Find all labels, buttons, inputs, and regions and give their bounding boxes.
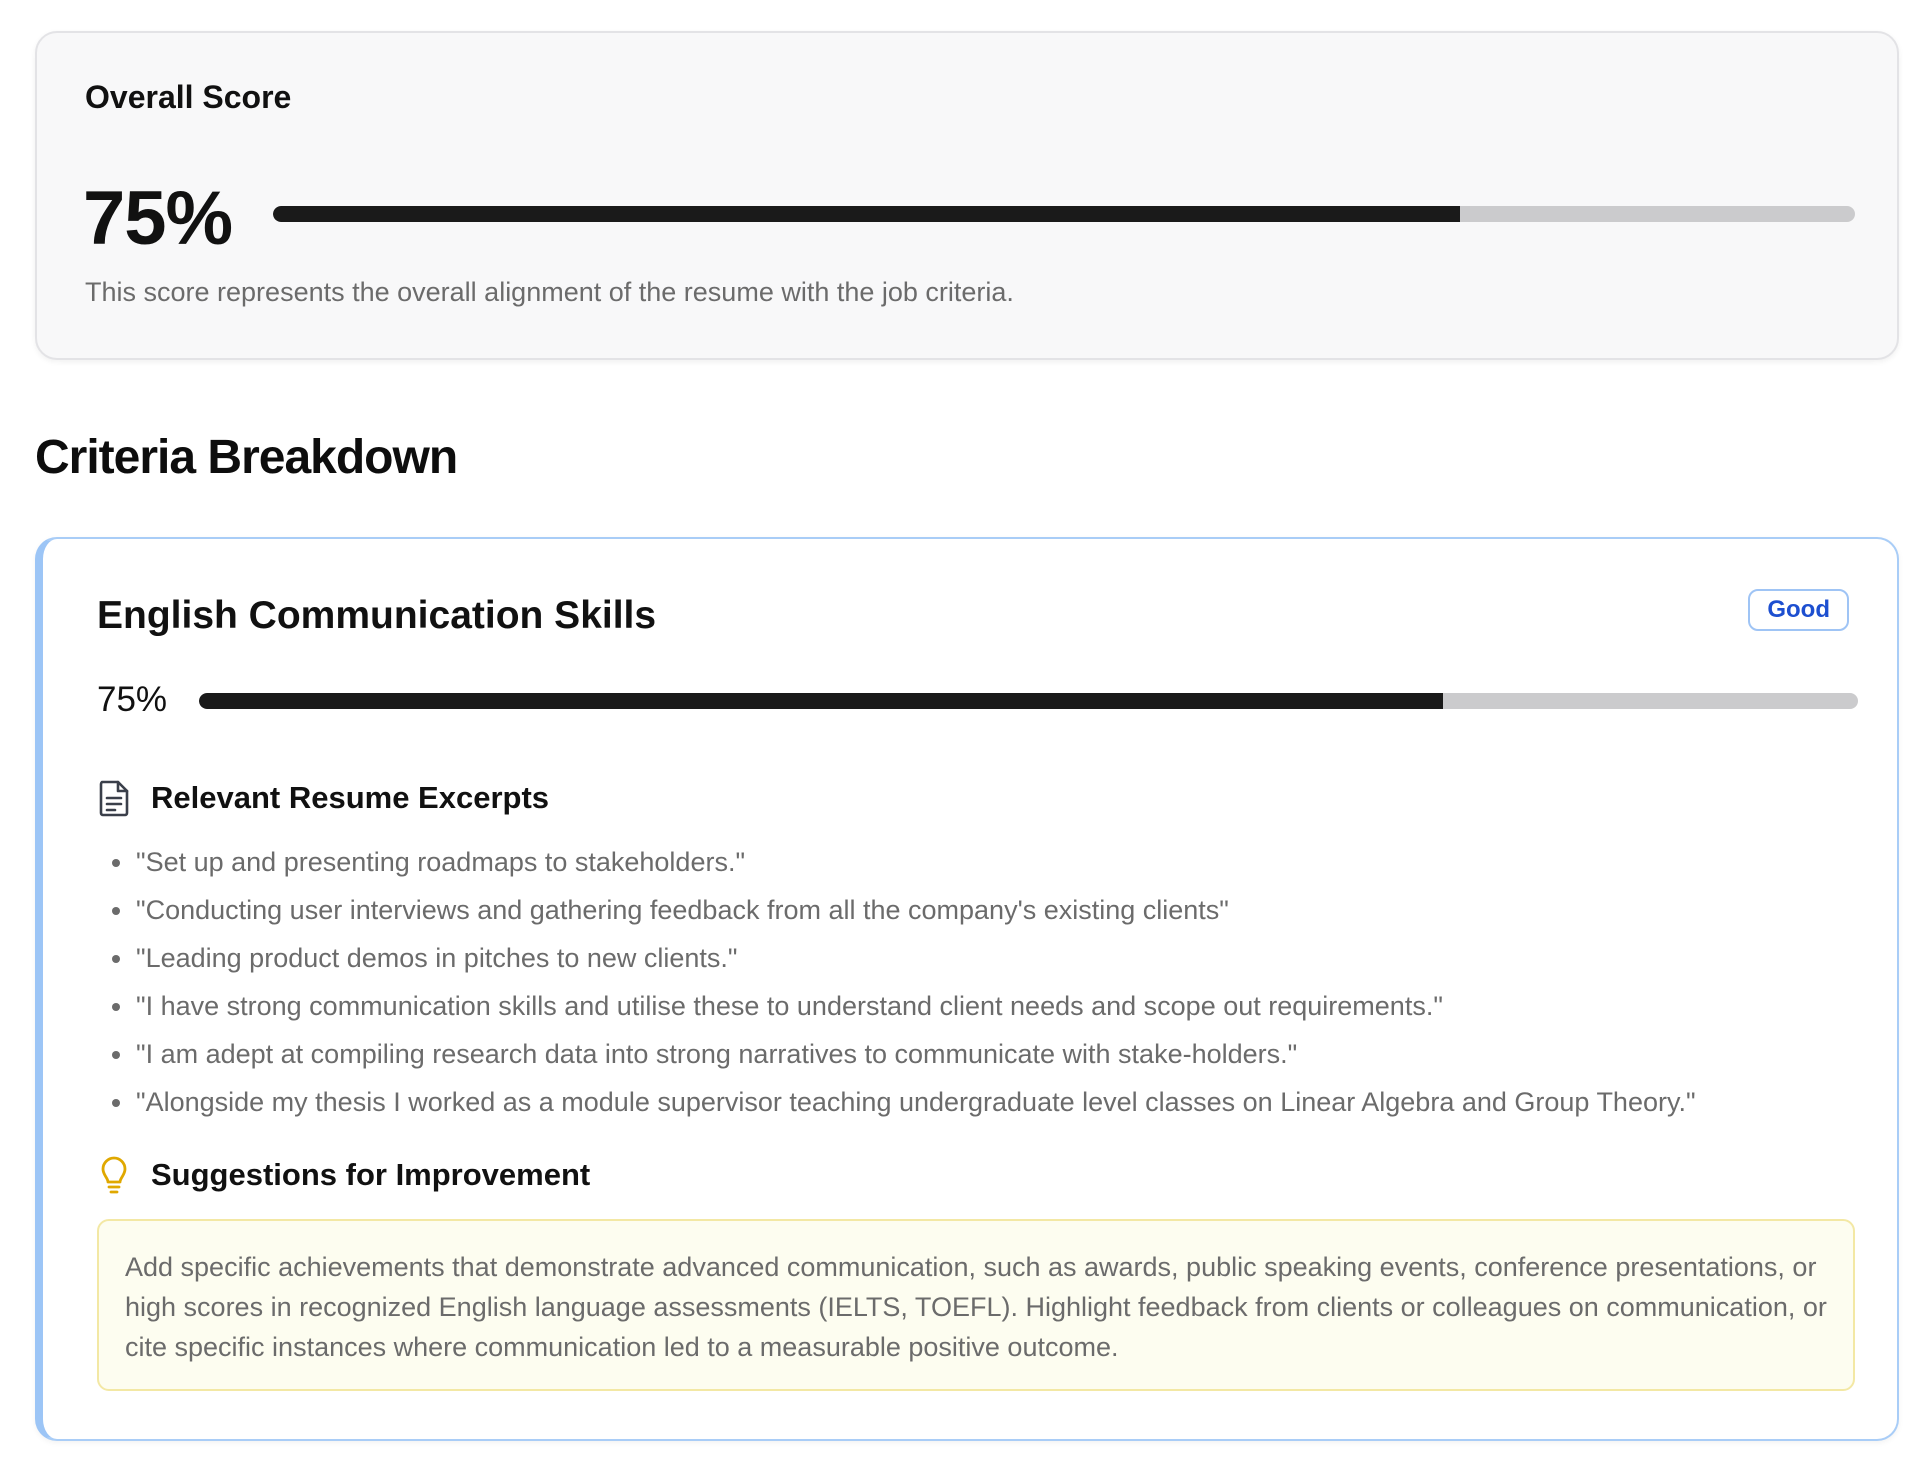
overall-score-description: This score represents the overall alignment of the resume with the job criteria.	[85, 277, 1014, 307]
excerpt-list	[97, 838, 1696, 1126]
lightbulb-icon	[97, 1156, 131, 1194]
list-item: "Conducting user interviews and gathering feedback from all the company's existing clients"	[97, 886, 1696, 934]
criteria-breakdown-heading: Criteria Breakdown	[35, 431, 458, 484]
overall-score-progress-fill	[273, 206, 1460, 222]
list-item: "Leading product demos in pitches to new clients."	[97, 934, 1696, 982]
criterion-score-progress-bar	[199, 693, 1858, 709]
list-item: "I am adept at compiling research data into strong narratives to communicate with stake-holders."	[97, 1030, 1696, 1078]
criterion-title: English Communication Skills	[97, 594, 657, 637]
criterion-score-value: 75%	[97, 680, 168, 719]
list-item: "Alongside my thesis I worked as a module supervisor teaching undergraduate level classes on Linear Algebra and Group Theory."	[97, 1078, 1696, 1126]
rating-badge: Good	[1748, 589, 1849, 631]
criterion-score-progress-fill	[199, 693, 1443, 709]
suggestion-box: Add specific achievements that demonstrate advanced communication, such as awards, public speaking events, conference presentations, or high scores in recognized English language assessments (IELTS, TOEFL). Highlight feedback from clients or colleagues on communication, or cite specific instances where communication led to a measurable positive outcome.	[97, 1219, 1855, 1391]
excerpts-heading	[97, 779, 549, 817]
overall-score-value: 75%	[83, 176, 233, 261]
criterion-card	[35, 537, 1899, 1441]
document-icon	[97, 779, 131, 817]
list-item: "I have strong communication skills and utilise these to understand client needs and scope out requirements."	[97, 982, 1696, 1030]
overall-score-title: Overall Score	[85, 79, 292, 115]
suggestions-heading	[97, 1156, 590, 1194]
suggestions-heading-label: Suggestions for Improvement	[151, 1157, 591, 1192]
overall-score-progress-bar	[273, 206, 1855, 222]
list-item: "Set up and presenting roadmaps to stakeholders."	[97, 838, 1696, 886]
overall-score-card	[35, 31, 1899, 360]
excerpts-heading-label: Relevant Resume Excerpts	[151, 780, 550, 815]
